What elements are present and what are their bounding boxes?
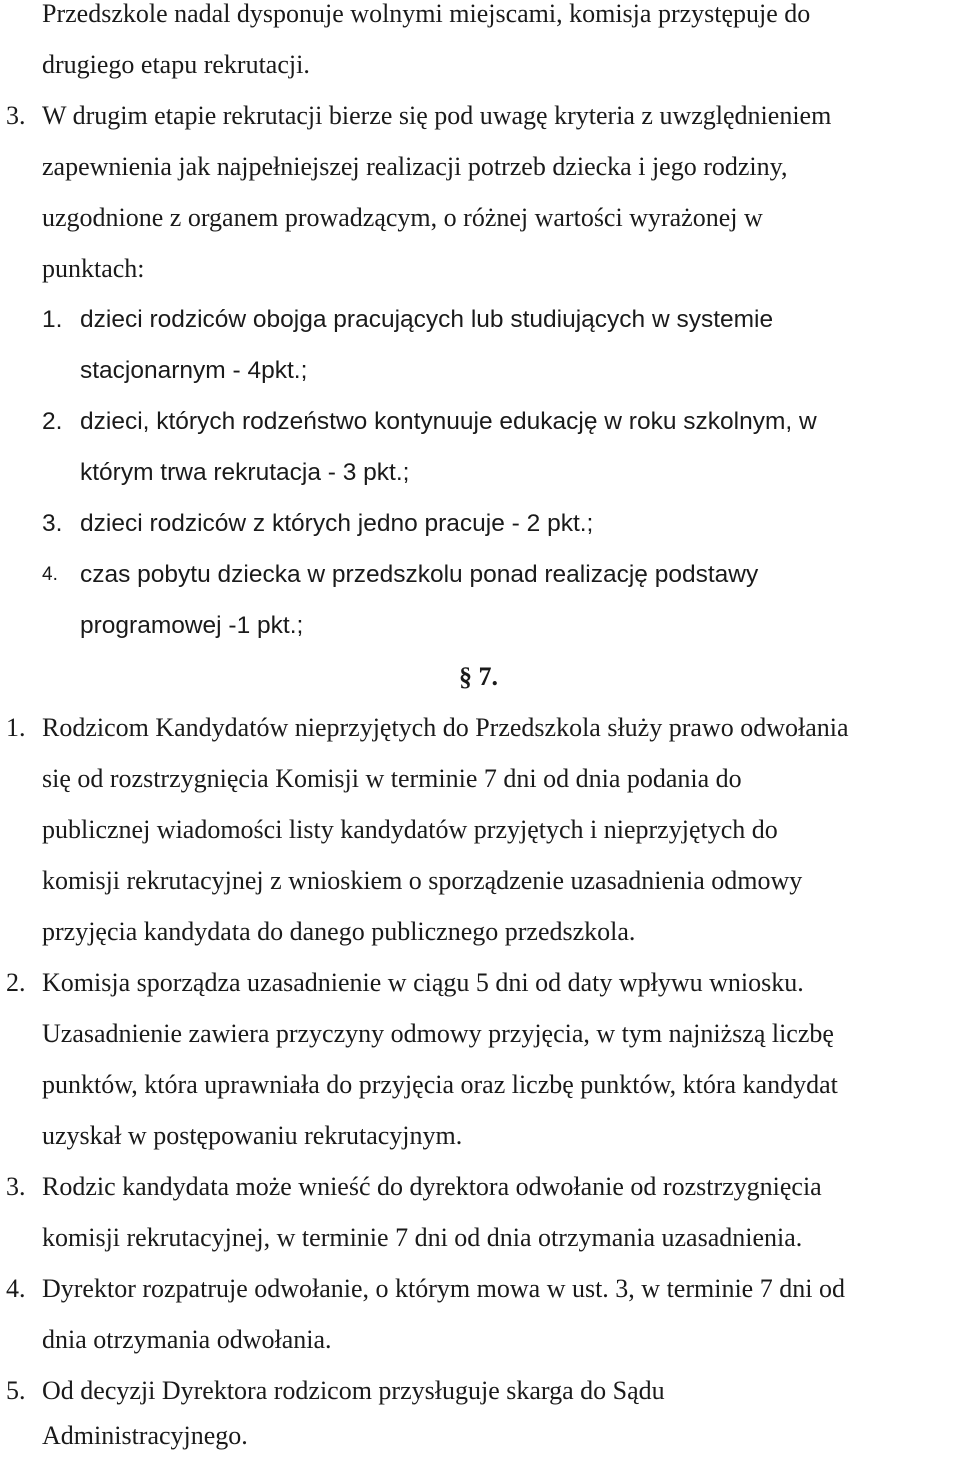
paragraph-number: 4. [6, 1274, 26, 1303]
intro-line: drugiego etapu rekrutacji. [42, 50, 310, 79]
paragraph-line: przyjęcia kandydata do danego publicznego przedszkola. [42, 917, 636, 946]
paragraph-line: komisji rekrutacyjnej z wnioskiem o sporządzenie uzasadnienia odmowy [42, 866, 803, 895]
paragraph-line: się od rozstrzygnięcia Komisji w terminie 7 dni od dnia podania do [42, 764, 742, 793]
criterion-number: 2. [42, 408, 63, 435]
paragraph-number: 5. [6, 1376, 26, 1405]
criterion-line: dzieci rodziców obojga pracujących lub studiujących w systemie [80, 306, 774, 333]
criterion-line: którym trwa rekrutacja - 3 pkt.; [80, 459, 410, 486]
paragraph-line: komisji rekrutacyjnej, w terminie 7 dni od dnia otrzymania uzasadnienia. [42, 1223, 803, 1252]
paragraph-line: Rodzic kandydata może wnieść do dyrektora odwołanie od rozstrzygnięcia [42, 1172, 822, 1201]
paragraph-line: punktów, która uprawniała do przyjęcia oraz liczbę punktów, która kandydat [42, 1070, 838, 1099]
criterion-line: programowej -1 pkt.; [80, 612, 304, 639]
section-heading: § 7. [459, 662, 498, 691]
item-line: uzgodnione z organem prowadzącym, o różnej wartości wyrażonej w [42, 203, 763, 232]
paragraph-line: Komisja sporządza uzasadnienie w ciągu 5 dni od daty wpływu wniosku. [42, 968, 804, 997]
paragraph-number: 1. [6, 713, 26, 742]
criterion-number: 1. [42, 306, 63, 333]
criterion-line: stacjonarnym - 4pkt.; [80, 357, 308, 384]
paragraph-line: publicznej wiadomości listy kandydatów przyjętych i nieprzyjętych do [42, 815, 778, 844]
criterion-line: dzieci, których rodzeństwo kontynuuje edukację w roku szkolnym, w [80, 408, 817, 435]
intro-line: Przedszkole nadal dysponuje wolnymi miejscami, komisja przystępuje do [42, 0, 811, 28]
item-line: punktach: [42, 254, 145, 283]
paragraph-line: Rodzicom Kandydatów nieprzyjętych do Przedszkola służy prawo odwołania [42, 713, 849, 742]
paragraph-line: Od decyzji Dyrektora rodzicom przysługuje skarga do Sądu [42, 1376, 665, 1405]
criterion-number: 4. [42, 564, 58, 585]
paragraph-line: Dyrektor rozpatruje odwołanie, o którym mowa w ust. 3, w terminie 7 dni od [42, 1274, 845, 1303]
paragraph-line: dnia otrzymania odwołania. [42, 1325, 332, 1354]
criterion-line: czas pobytu dziecka w przedszkolu ponad realizację podstawy [80, 561, 759, 588]
criterion-number: 3. [42, 510, 63, 537]
paragraph-number: 2. [6, 968, 26, 997]
list-number: 3. [6, 101, 26, 130]
paragraph-line: Administracyjnego. [42, 1421, 248, 1450]
item-line: W drugim etapie rekrutacji bierze się pod uwagę kryteria z uwzględnieniem [42, 101, 832, 130]
paragraph-number: 3. [6, 1172, 26, 1201]
item-line: zapewnienia jak najpełniejszej realizacji potrzeb dziecka i jego rodziny, [42, 152, 788, 181]
paragraph-line: uzyskał w postępowaniu rekrutacyjnym. [42, 1121, 463, 1150]
paragraph-line: Uzasadnienie zawiera przyczyny odmowy przyjęcia, w tym najniższą liczbę [42, 1019, 834, 1048]
criterion-line: dzieci rodziców z których jedno pracuje - 2 pkt.; [80, 510, 594, 537]
